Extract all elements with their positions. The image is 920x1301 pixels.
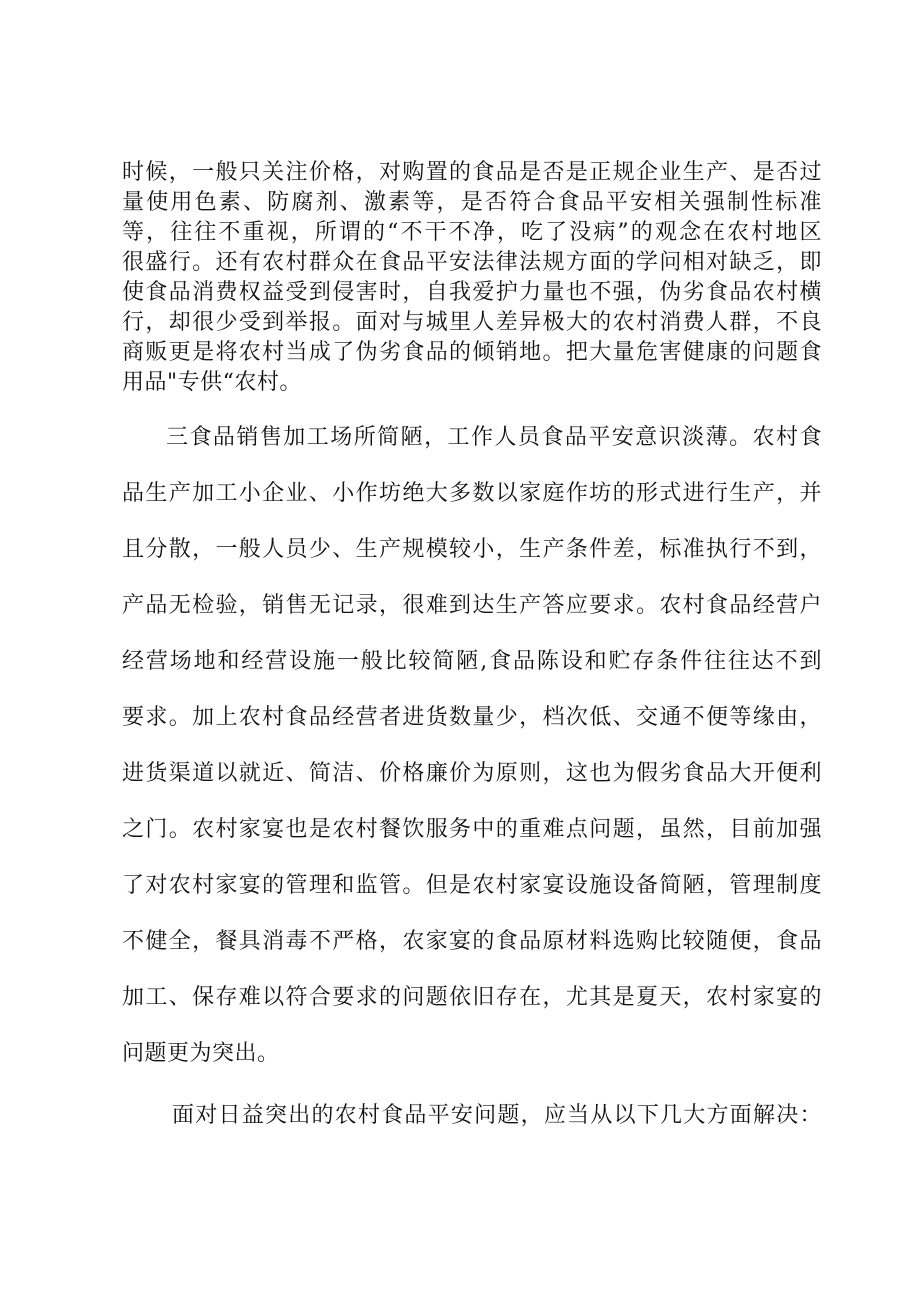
paragraph-2-line-8: 之门。农村家宴也是农村餐饮服务中的重难点问题，虽然，目前加强 (122, 817, 822, 842)
paragraph-2-line-4: 产品无检验，销售无记录，很难到达生产答应要求。农村食品经营户 (122, 593, 822, 618)
paragraph-1-line-8: 用品"专供“农村。 (122, 370, 302, 395)
paragraph-1-line-2: 量使用色素、防腐剂、激素等，是否符合食品平安相关强制性标准 (122, 190, 822, 215)
paragraph-2-line-10: 不健全，餐具消毒不严格，农家宴的食品原材料选购比较随便，食品 (122, 929, 822, 954)
paragraph-1-line-1: 时候，一般只关注价格，对购置的食品是否是正规企业生产、是否过 (122, 160, 822, 185)
paragraph-1-line-6: 行，却很少受到举报。面对与城里人差异极大的农村消费人群，不良 (122, 310, 822, 335)
paragraph-2-line-11: 加工、保存难以符合要求的问题依旧存在，尤其是夏天，农村家宴的 (122, 985, 822, 1010)
paragraph-1-line-7: 商贩更是将农村当成了伪劣食品的倾销地。把大量危害健康的问题食 (122, 340, 822, 365)
paragraph-2-line-3: 且分散，一般人员少、生产规模较小，生产条件差，标准执行不到， (122, 537, 822, 562)
paragraph-2-line-1: 三食品销售加工场所简陋，工作人员食品平安意识淡薄。农村食 (166, 425, 822, 450)
paragraph-2-line-12: 问题更为突出。 (122, 1041, 280, 1066)
paragraph-2-line-9: 了对农村家宴的管理和监管。但是农村家宴设施设备简陋，管理制度 (122, 873, 822, 898)
paragraph-1-line-3: 等，往往不重视，所谓的“不干不净，吃了没病”的观念在农村地区 (122, 220, 822, 245)
paragraph-1-line-4: 很盛行。还有农村群众在食品平安法律法规方面的学问相对缺乏，即 (122, 250, 822, 275)
paragraph-3-line-1: 面对日益突出的农村食品平安问题，应当从以下几大方面解决： (172, 1103, 822, 1128)
paragraph-2-line-5: 经营场地和经营设施一般比较简陋,食品陈设和贮存条件往往达不到 (122, 649, 822, 674)
paragraph-2-line-7: 进货渠道以就近、简洁、价格廉价为原则，这也为假劣食品大开便利 (122, 761, 822, 786)
paragraph-2-line-2: 品生产加工小企业、小作坊绝大多数以家庭作坊的形式进行生产，并 (122, 481, 822, 506)
paragraph-2-line-6: 要求。加上农村食品经营者进货数量少，档次低、交通不便等缘由， (122, 705, 822, 730)
paragraph-1-line-5: 使食品消费权益受到侵害时，自我爱护力量也不强，伪劣食品农村横 (122, 280, 822, 305)
